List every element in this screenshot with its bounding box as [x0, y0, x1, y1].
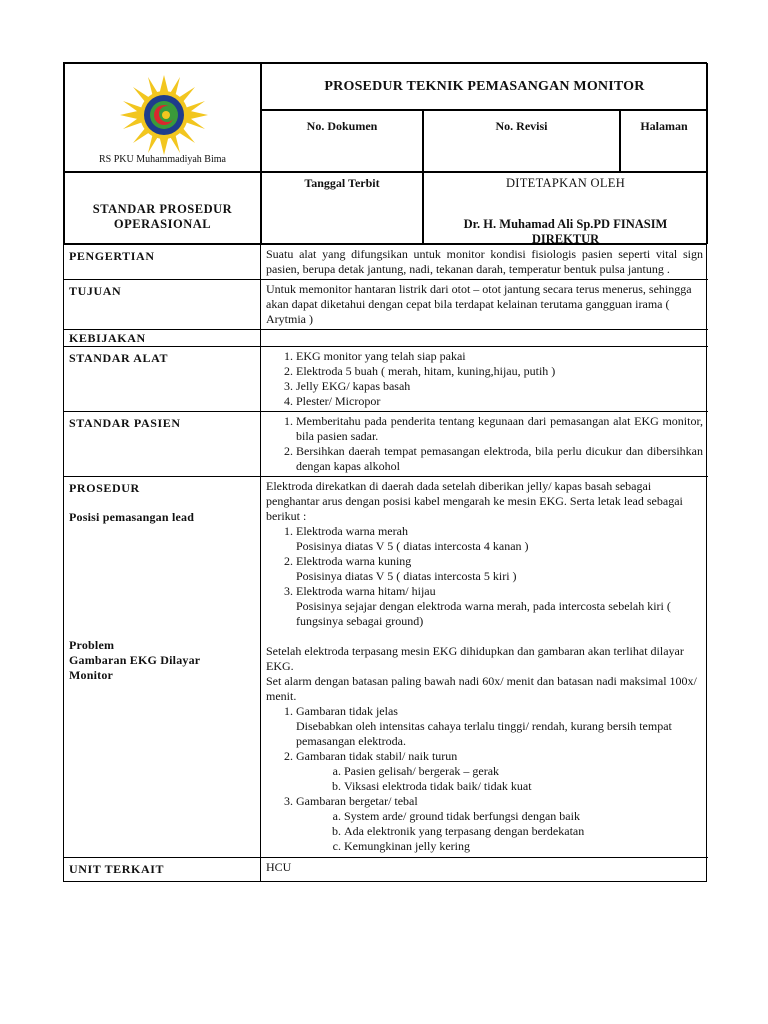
problem-list [266, 704, 703, 854]
lead-position-list [266, 524, 703, 629]
standar-pasien-list [261, 412, 708, 477]
no-dokumen-cell: No. Dokumen [261, 110, 423, 172]
sop-body [63, 245, 707, 882]
document-header [63, 62, 707, 245]
list-item: 2. Bersihkan daerah tempat pemasangan elektroda, bila perlu dicukur dan dibersihkan dengan kapas alkohol [296, 444, 703, 474]
list-item: a. Pasien gelisah/ bergerak – gerak [344, 764, 703, 779]
standar-pasien-label: STANDAR PASIEN [64, 412, 261, 477]
list-item [296, 524, 703, 554]
list-item: 2. Elektroda 5 buah ( merah, hitam, kuning,hijau, putih ) [296, 364, 703, 379]
standar-alat-label: STANDAR ALAT [64, 347, 261, 412]
standar-pasien-items [266, 414, 703, 474]
list-item: 1. EKG monitor yang telah siap pakai [296, 349, 703, 364]
sop-document [63, 62, 707, 882]
lead-name: Elektroda warna kuning [296, 554, 412, 568]
standar-alat-list [261, 347, 708, 412]
tujuan-label: TUJUAN [64, 280, 261, 330]
list-item [296, 704, 703, 749]
problem-label [69, 638, 255, 683]
list-item: 3. Jelly EKG/ kapas basah [296, 379, 703, 394]
sop-text: STANDAR PROSEDUR OPERASIONAL [92, 202, 233, 231]
ditetapkan-label: DITETAPKAN OLEH [505, 176, 626, 190]
problem-label-line: Problem [69, 638, 115, 652]
list-item [296, 584, 703, 629]
prosedur-label: PROSEDUR [69, 481, 140, 495]
tanggal-terbit-cell: Tanggal Terbit [261, 172, 423, 244]
muhammadiyah-logo-icon [116, 73, 212, 157]
list-item: b. Viksasi elektroda tidak baik/ tidak kuat [344, 779, 703, 794]
problem-name: Gambaran tidak stabil/ naik turun [296, 749, 458, 763]
kebijakan-text [261, 330, 708, 347]
problem-intro: Setelah elektroda terpasang mesin EKG dihidupkan dan gambaran akan terlihat dilayar EKG. [266, 644, 684, 673]
list-item [296, 749, 703, 794]
lead-name: Elektroda warna merah [296, 524, 408, 538]
pengertian-label: PENGERTIAN [64, 245, 261, 280]
lead-position: Posisinya diatas V 5 ( diatas intercosta 4 kanan ) [296, 539, 529, 553]
unit-terkait-label: UNIT TERKAIT [64, 858, 261, 881]
standar-alat-items [266, 349, 703, 409]
problem-label-line: Gambaran EKG Dilayar [69, 653, 201, 667]
tujuan-text: Untuk memonitor hantaran listrik dari otot – otot jantung secara terus menerus, sehingga akan dapat diketahui dengan cepat bila terdapat kelainan terutama gangguan irama ( Arytmia ) [261, 280, 708, 330]
problem-desc: Disebabkan oleh intensitas cahaya terlalu tinggi/ rendah, kurang bersih tempat pemasangan elektroda. [296, 719, 672, 748]
halaman-cell: Halaman [620, 110, 708, 172]
problem-name: Gambaran tidak jelas [296, 704, 398, 718]
lead-position: Posisinya sejajar dengan elektroda warna merah, pada intercosta sebelah kiri ( fungsinya sebagai ground) [296, 599, 671, 628]
cause-list [296, 764, 703, 794]
hospital-name: RS PKU Muhammadiyah Bima [99, 154, 226, 165]
problem-label-line: Monitor [69, 668, 114, 682]
lead-position: Posisinya diatas V 5 ( diatas intercosta 5 kiri ) [296, 569, 517, 583]
signatory-role: DIREKTUR [531, 232, 600, 246]
list-item [296, 554, 703, 584]
list-item [296, 794, 703, 854]
unit-terkait-text: HCU [266, 860, 292, 874]
logo-cell [64, 63, 261, 172]
prosedur-intro: Elektroda direkatkan di daerah dada setelah diberikan jelly/ kapas basah sebagai penghantar arus dengan posisi kabel mengarah ke mesin EKG. Serta letak lead sebagai berikut : [266, 479, 683, 523]
lead-name: Elektroda warna hitam/ hijau [296, 584, 436, 598]
posisi-lead-label: Posisi pemasangan lead [69, 510, 195, 524]
list-item: c. Kemungkinan jelly kering [344, 839, 703, 854]
kebijakan-label: KEBIJAKAN [64, 330, 261, 347]
cause-list [296, 809, 703, 854]
problem-name: Gambaran bergetar/ tebal [296, 794, 418, 808]
sop-label [64, 172, 261, 244]
no-revisi-cell: No. Revisi [423, 110, 620, 172]
list-item: b. Ada elektronik yang terpasang dengan berdekatan [344, 824, 703, 839]
signatory-name: Dr. H. Muhamad Ali Sp.PD FINASIM [463, 217, 668, 231]
prosedur-content [261, 477, 708, 858]
list-item: 4. Plester/ Micropor [296, 394, 703, 409]
document-title: PROSEDUR TEKNIK PEMASANGAN MONITOR [261, 63, 708, 110]
pengertian-text: Suatu alat yang difungsikan untuk monitor kondisi fisiologis pasien seperti vital sign pasien, berupa detak jantung, nadi, tekanan darah, temperatur bentuk pulsa jantung . [261, 245, 708, 280]
alarm-setting: Set alarm dengan batasan paling bawah nadi 60x/ menit dan batasan nadi maksimal 100x/ menit. [266, 674, 697, 703]
prosedur-label-cell [64, 477, 261, 858]
list-item: 1. Memberitahu pada penderita tentang kegunaan dari pemasangan alat EKG monitor, bila pasien sadar. [296, 414, 703, 444]
list-item: a. System arde/ ground tidak berfungsi dengan baik [344, 809, 703, 824]
ditetapkan-cell [423, 172, 708, 244]
